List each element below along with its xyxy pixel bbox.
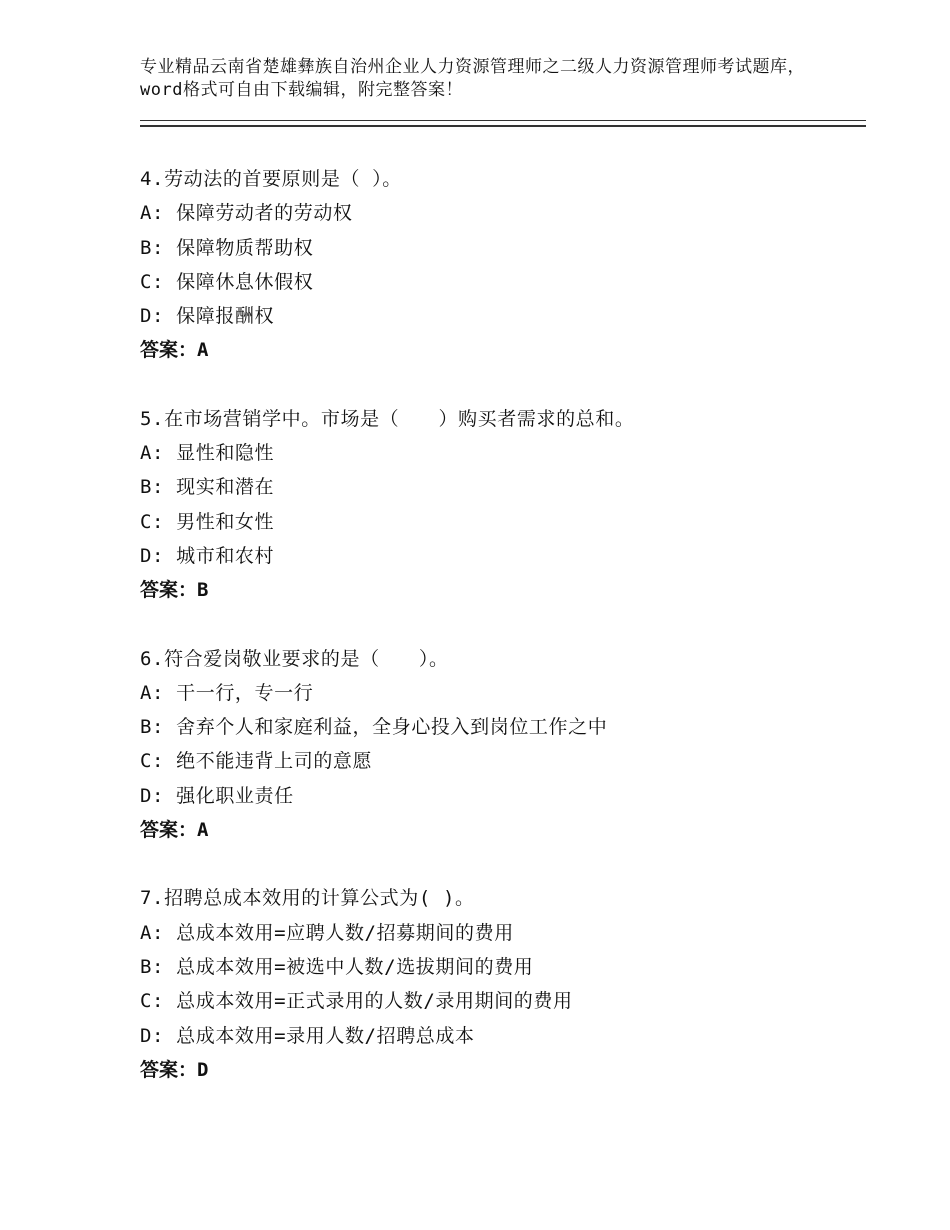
option-b: B: 舍弃个人和家庭利益，全身心投入到岗位工作之中	[140, 716, 608, 739]
document-header	[140, 56, 830, 102]
question-list	[140, 162, 880, 1121]
option-c: C: 绝不能违背上司的意愿	[140, 750, 373, 773]
question-stem: 4.劳动法的首要原则是（ ）。	[140, 168, 402, 190]
question-5	[140, 402, 880, 608]
answer-label: 答案：B	[140, 579, 209, 602]
answer-label: 答案：D	[140, 1058, 209, 1081]
option-a: A: 显性和隐性	[140, 442, 275, 465]
header-title: 专业精品云南省楚雄彝族自治州企业人力资源管理师之二级人力资源管理师考试题库，word格式可自由下载编辑，附完整答案！	[140, 57, 805, 100]
option-b: B: 总成本效用=被选中人数/选拔期间的费用	[140, 955, 534, 978]
option-a: A: 干一行，专一行	[140, 681, 314, 704]
option-d: D: 保障报酬权	[140, 305, 275, 328]
question-6	[140, 642, 880, 848]
question-4	[140, 162, 880, 368]
question-stem: 7.招聘总成本效用的计算公式为( )。	[140, 887, 475, 910]
option-b: B: 现实和潜在	[140, 476, 275, 499]
option-c: C: 总成本效用=正式录用的人数/录用期间的费用	[140, 990, 573, 1013]
option-d: D: 城市和农村	[140, 544, 275, 567]
question-stem: 6.符合爱岗敬业要求的是（ ）。	[140, 647, 449, 670]
answer-label: 答案：A	[140, 339, 209, 362]
option-a: A: 保障劳动者的劳动权	[140, 202, 353, 225]
option-d: D: 强化职业责任	[140, 784, 294, 807]
option-b: B: 保障物质帮助权	[140, 236, 314, 259]
option-c: C: 男性和女性	[140, 510, 275, 533]
option-d: D: 总成本效用=录用人数/招聘总成本	[140, 1024, 475, 1047]
question-7	[140, 881, 880, 1087]
option-c: C: 保障休息休假权	[140, 270, 314, 293]
question-stem: 5.在市场营销学中。市场是（ ）购买者需求的总和。	[140, 407, 635, 430]
header-divider	[140, 120, 866, 127]
answer-label: 答案：A	[140, 819, 209, 842]
option-a: A: 总成本效用=应聘人数/招募期间的费用	[140, 921, 514, 944]
